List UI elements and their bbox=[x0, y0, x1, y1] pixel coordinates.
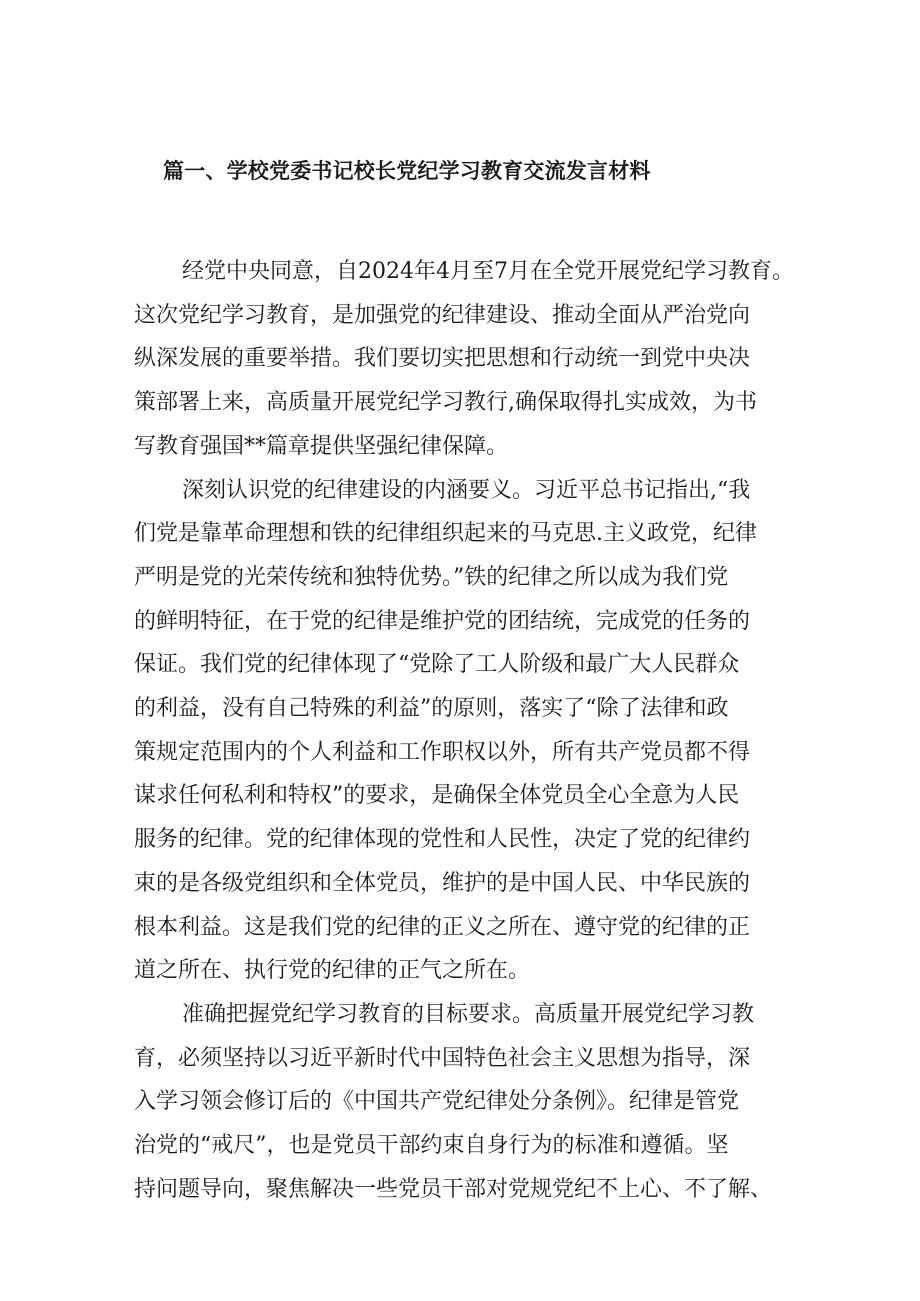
paragraph-line: 策规定范围内的个人利益和工作职权以外，所有共产党员都不得 bbox=[134, 739, 751, 765]
paragraph bbox=[134, 469, 794, 993]
paragraph-line: 持问题导向，聚焦解决一些党员干部对党规党纪不上心、不了解、 bbox=[134, 1176, 773, 1202]
paragraph-line: 严明是党的光荣传统和独特优势。”铁的纪律之所以成为我们党 bbox=[134, 564, 729, 590]
paragraph-line: 的利益，没有自己特殊的利益”的原则，落实了“除了法律和政 bbox=[134, 696, 729, 722]
paragraph-line: 治党的“戒尺”，也是党员干部约束自身行为的标准和遵循。坚 bbox=[134, 1133, 729, 1159]
document-body bbox=[134, 250, 794, 1211]
paragraph-line: 根本利益。这是我们党的纪律的正义之所在、遵守党的纪律的正 bbox=[134, 914, 751, 940]
paragraph-line: 谋求任何私利和特权”的要求，是确保全体党员全心全意为人民 bbox=[134, 783, 740, 809]
paragraph bbox=[134, 993, 794, 1212]
paragraph-line: 育，必须坚持以习近平新时代中国特色社会主义思想为指导，深 bbox=[134, 1045, 751, 1071]
paragraph-line: 深刻认识党的纪律建设的内涵要义。习近平总书记指出,“我 bbox=[182, 477, 751, 503]
paragraph-line: 保证。我们党的纪律体现了“党除了工人阶级和最广大人民群众 bbox=[134, 652, 740, 678]
paragraph-line: 入学习领会修订后的《中国共产党纪律处分条例》。纪律是管党 bbox=[134, 1089, 740, 1115]
paragraph bbox=[134, 250, 794, 469]
paragraph-line: 道之所在、执行党的纪律的正气之所在。 bbox=[134, 958, 531, 984]
paragraph-line: 这次党纪学习教育，是加强党的纪律建设、推动全面从严治党向 bbox=[134, 302, 751, 328]
document-title: 篇一、学校党委书记校长党纪学习教育交流发言材料 bbox=[163, 158, 651, 183]
paragraph-line: 策部署上来，高质量开展党纪学习教行,确保取得扎实成效，为书 bbox=[134, 390, 757, 416]
paragraph-line: 准确把握党纪学习教育的目标要求。高质量开展党纪学习教 bbox=[182, 1001, 755, 1027]
paragraph-line: 束的是各级党组织和全体党员，维护的是中国人民、中华民族的 bbox=[134, 870, 751, 896]
paragraph-line: 纵深发展的重要举措。我们要切实把思想和行动统一到党中央决 bbox=[134, 346, 751, 372]
paragraph-line: 写教育强国**篇章提供坚强纪律保障。 bbox=[134, 433, 509, 459]
paragraph-line: 经党中央同意，自2024年4月至7月在全党开展党纪学习教育。 bbox=[182, 259, 794, 284]
paragraph-line: 服务的纪律。党的纪律体现的党性和人民性，决定了党的纪律约 bbox=[134, 827, 751, 853]
paragraph-line: 们党是靠革命理想和铁的纪律组织起来的马克思.主义政党，纪律 bbox=[134, 521, 757, 547]
paragraph-line: 的鲜明特征，在于党的纪律是维护党的团结统，完成党的任务的 bbox=[134, 608, 751, 634]
